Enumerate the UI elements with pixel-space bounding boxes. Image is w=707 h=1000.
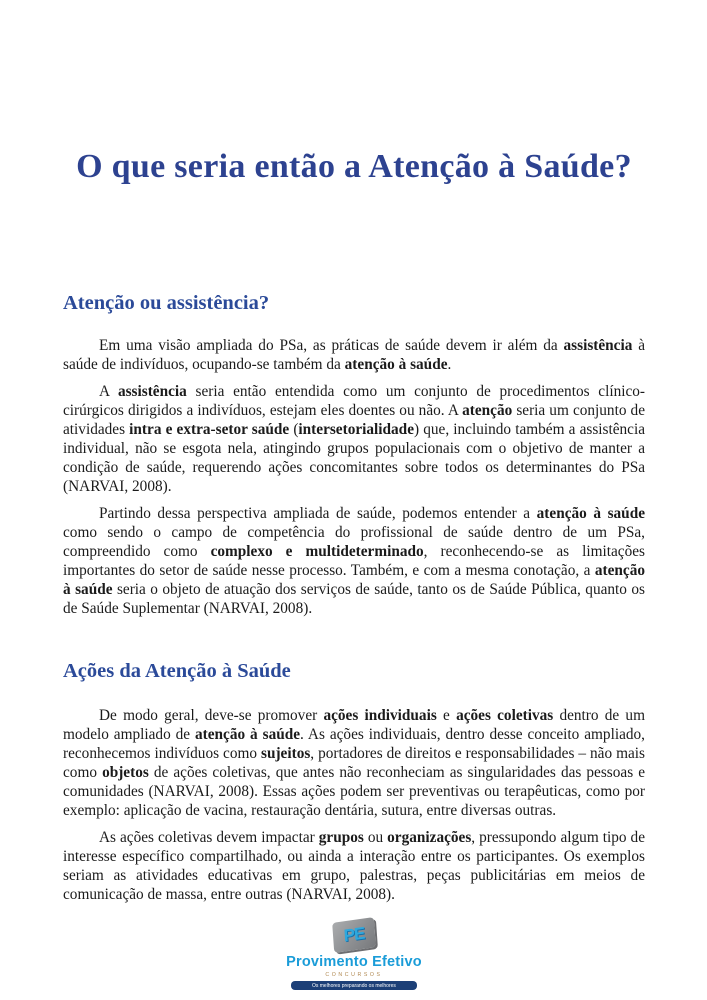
paragraph: Em uma visão ampliada do PSa, as práticas de saúde devem ir além da assistência à saúde de indivíduos, ocupando-se também da atenção à saúde. [63,337,645,373]
section-acoes-da-atencao-a-saude [63,658,645,904]
paragraph: As ações coletivas devem impactar grupos ou organizações, pressupondo algum tipo de interesse específico compartilhado, ou ainda a interação entre os participantes. Os exemplos seriam as atividades educativas em grupo, palestras, peças publicitárias em meios de comunicação de massa, entre outras (NARVAI, 2008). [63,829,645,903]
page-title: O que seria então a Atenção à Saúde? [76,148,632,185]
brand-subtitle: CONCURSOS [325,971,383,978]
footer-logo [279,920,429,990]
brand-name: Provimento Efetivo [286,954,422,970]
paragraph: De modo geral, deve-se promover ações individuais e ações coletivas dentro de um modelo ampliado de atenção à saúde. As ações individuais, dentro desse conceito ampliado, reconhecemos indivíduos como sujeitos, portadores de direitos e responsabilidades – não mais como objetos de ações coletivas, que antes não reconheciam as singularidades das pessoas e comunidades (NARVAI, 2008). Essas ações podem ser preventivas ou terapêuticas, como por exemplo: aplicação de vacina, restauração dentária, sutura, entre diversas outras. [63,707,646,819]
paragraph: A assistência seria então entendida como um conjunto de procedimentos clínico-cirúrgicos dirigidos a indivíduos, estejam eles doentes ou não. A atenção seria um conjunto de atividades intra e extra-setor saúde (intersetorialidade) que, incluindo também a assistência individual, não se esgota nela, atingindo grupos populacionais com o objetivo de manter a condição de saúde, requerendo ações concomitantes sobre todos os determinantes do PSa (NARVAI, 2008). [63,383,645,495]
logo-monogram: PE [343,923,365,946]
paragraph: Partindo dessa perspectiva ampliada de saúde, podemos entender a atenção à saúde como sendo o campo de competência do profissional de saúde dentro de um PSa, compreendido como complexo e multideterminado, reconhecendo-se as limitações importantes do setor de saúde nesse processo. Também, e com a mesma conotação, a atenção à saúde seria o objeto de atuação dos serviços de saúde, tanto os de Saúde Pública, quanto os de Saúde Suplementar (NARVAI, 2008). [63,505,645,617]
pe-logo-icon [332,917,376,953]
section-atencao-ou-assistencia [63,290,645,618]
section-heading-atencao-ou-assistencia: Atenção ou assistência? [63,292,270,314]
brand-tagline-bar [291,981,417,990]
section-heading-acoes-da-atencao: Ações da Atenção à Saúde [63,660,291,682]
brand-tagline: Os melhores preparando os melhores [312,982,396,988]
